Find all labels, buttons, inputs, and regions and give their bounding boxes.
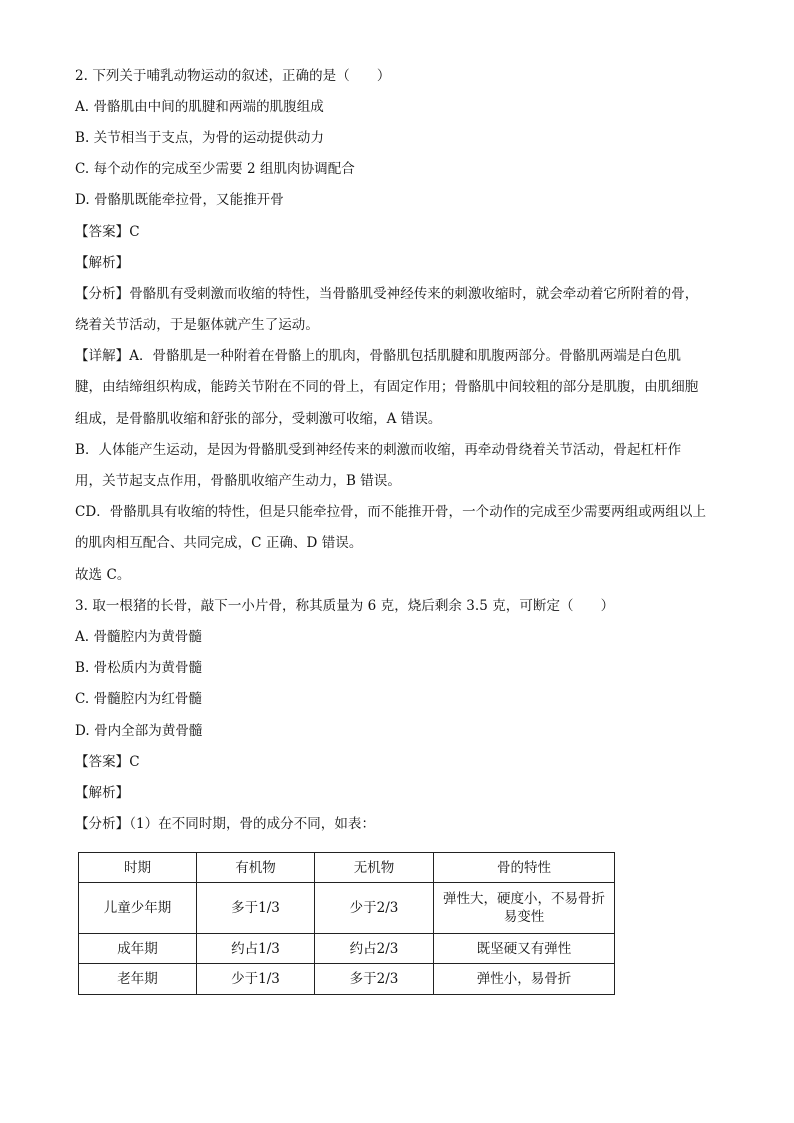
table-cell: 约占2/3 — [315, 934, 434, 964]
table-cell: 弹性大，硬度小，不易骨折易变性 — [434, 883, 615, 934]
question-2-analysis-line: 绕着关节活动，于是躯体就产生了运动。 — [75, 317, 319, 333]
table-row — [79, 934, 615, 964]
question-2-analysis-line: 腱，由结缔组织构成，能跨关节附在不同的骨上，有固定作用；骨骼肌中间较粗的部分是肌腹，由肌细胞 — [75, 379, 699, 395]
question-2-analysis-line: B．人体能产生运动，是因为骨骼肌受到神经传来的刺激而收缩，再牵动骨绕着关节活动，骨起杠杆作 — [75, 442, 682, 458]
question-2-option-c: C. 每个动作的完成至少需要 2 组肌肉协调配合 — [75, 161, 355, 177]
question-2-analysis-line: 故选 C。 — [75, 567, 131, 583]
table-cell: 既坚硬又有弹性 — [434, 934, 615, 964]
question-3-analysis-line: 【分析】（1）在不同时期，骨的成分不同，如表： — [75, 816, 375, 832]
table-cell: 约占1/3 — [197, 934, 315, 964]
table-cell: 弹性小，易骨折 — [434, 964, 615, 995]
question-3-option-c: C. 骨髓腔内为红骨髓 — [75, 691, 202, 707]
table-header-cell: 骨的特性 — [434, 853, 615, 883]
table-cell: 成年期 — [79, 934, 197, 964]
question-2-stem: 2. 下列关于哺乳动物运动的叙述，正确的是（ ） — [75, 68, 391, 84]
table-header-cell: 有机物 — [197, 853, 315, 883]
question-2-analysis-line: 【分析】骨骼肌有受刺激而收缩的特性，当骨骼肌受神经传来的刺激收缩时，就会牵动着它所附着的骨， — [75, 286, 699, 302]
table-cell: 少于1/3 — [197, 964, 315, 995]
question-2-answer: 【答案】C — [75, 224, 140, 240]
table-header-cell: 时期 — [79, 853, 197, 883]
question-3-answer: 【答案】C — [75, 754, 140, 770]
table-cell: 多于1/3 — [197, 883, 315, 934]
question-2-analysis-line: 组成，是骨骼肌收缩和舒张的部分，受刺激可收缩，A 错误。 — [75, 411, 442, 427]
table-cell: 少于2/3 — [315, 883, 434, 934]
table-row — [79, 964, 615, 995]
question-2-option-b: B. 关节相当于支点，为骨的运动提供动力 — [75, 130, 325, 146]
question-2-analysis-line: 【详解】A．骨骼肌是一种附着在骨骼上的肌肉，骨骼肌包括肌腱和肌腹两部分。骨骼肌两端是白色肌 — [75, 348, 681, 364]
question-2-analysis-heading: 【解析】 — [75, 255, 130, 271]
question-2-analysis-line: 的肌肉相互配合、共同完成，C 正确、D 错误。 — [75, 535, 363, 551]
question-2-analysis-line: CD．骨骼肌具有收缩的特性，但是只能牵拉骨，而不能推开骨，一个动作的完成至少需要两组或两组以上 — [75, 504, 707, 520]
table-row — [79, 883, 615, 934]
table-cell: 儿童少年期 — [79, 883, 197, 934]
table-header-cell: 无机物 — [315, 853, 434, 883]
question-3-option-b: B. 骨松质内为黄骨髓 — [75, 660, 203, 676]
question-2-option-d: D. 骨骼肌既能牵拉骨，又能推开骨 — [75, 192, 284, 208]
table-cell: 多于2/3 — [315, 964, 434, 995]
question-2-analysis-line: 用，关节起支点作用，骨骼肌收缩产生动力，B 错误。 — [75, 473, 401, 489]
table-cell: 老年期 — [79, 964, 197, 995]
question-3-option-d: D. 骨内全部为黄骨髓 — [75, 723, 203, 739]
bone-composition-table — [78, 852, 615, 995]
question-3-analysis-heading: 【解析】 — [75, 785, 130, 801]
question-3-stem: 3. 取一根猪的长骨，敲下一小片骨，称其质量为 6 克，烧后剩余 3.5 克，可断定（ ） — [75, 598, 615, 614]
table-header-row — [79, 853, 615, 883]
question-2-option-a: A. 骨骼肌由中间的肌腱和两端的肌腹组成 — [75, 99, 324, 115]
question-3-option-a: A. 骨髓腔内为黄骨髓 — [75, 629, 202, 645]
